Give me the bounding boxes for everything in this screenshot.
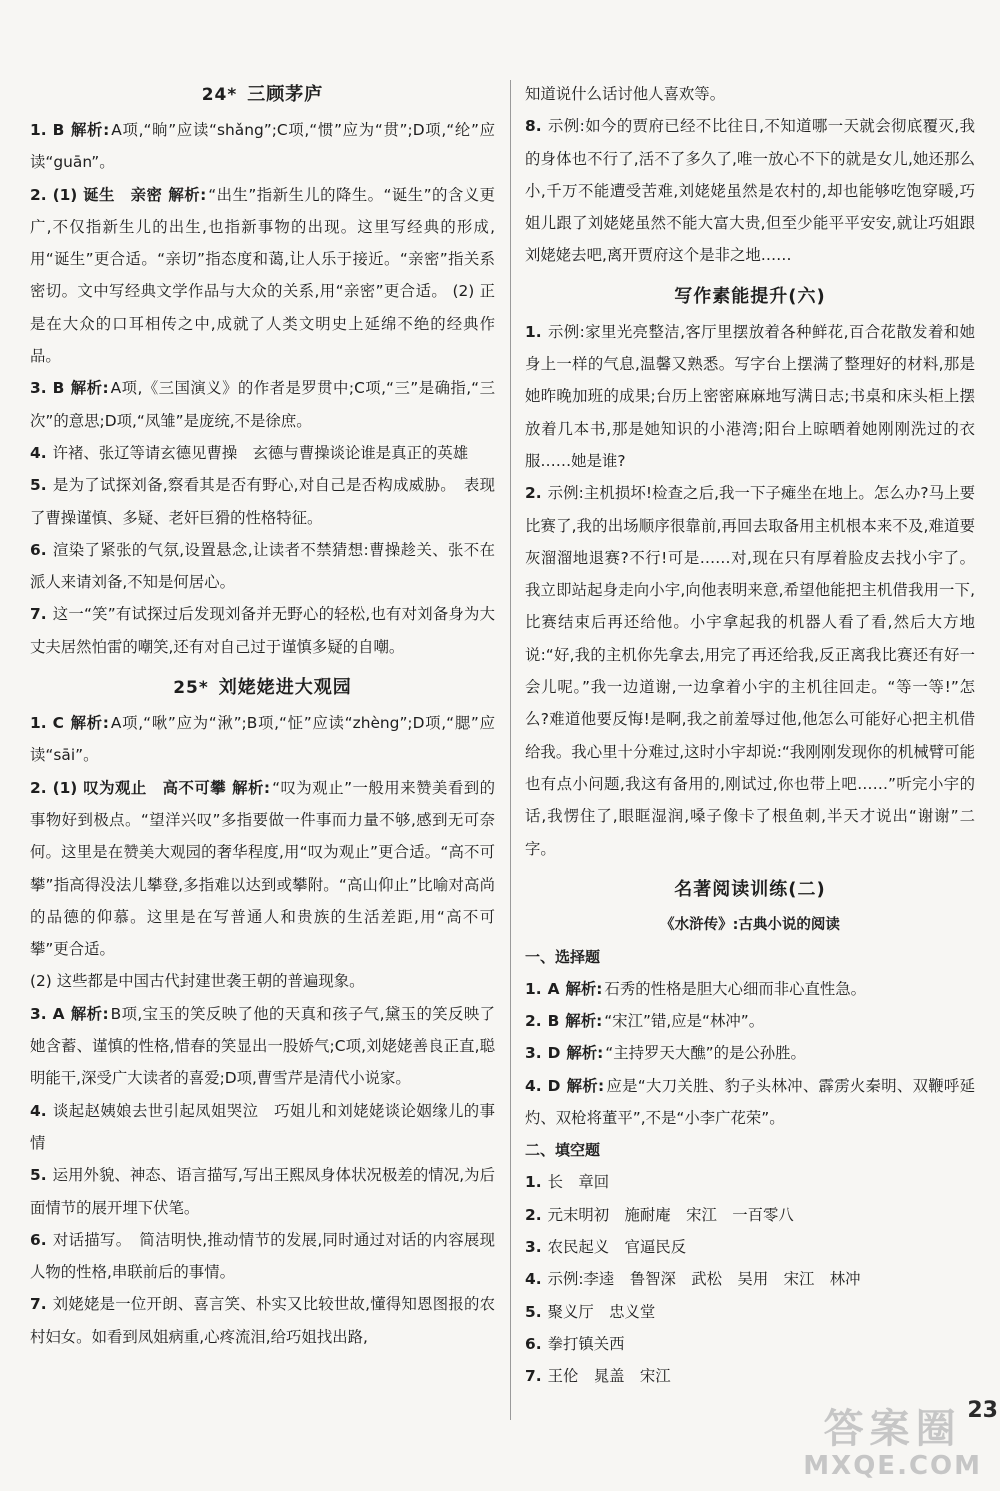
analysis-label: 解析: <box>232 778 271 797</box>
answer-text: 农民起义 官逼民反 <box>547 1237 687 1256</box>
answer-text: 是为了试探刘备,察看其是否有野心,对自己是否构成威胁。 表现了曹操谨慎、多疑、老奸巨猾的性格特征。 <box>30 476 495 527</box>
answer-item <box>30 1095 495 1160</box>
continued-text: 知道说什么话讨他人喜欢等。 <box>525 85 726 103</box>
answer-text: 对话描写。 简洁明快,推动情节的发展,同时通过对话的内容展现人物的性格,串联前后的事情。 <box>30 1230 495 1282</box>
answer-text: 示例:家里光亮整洁,客厅里摆放着各种鲜花,百合花散发着和她身上一样的气息,温馨又熟悉。写字台上摆满了整理好的材料,那是她昨晚加班的成果;台历上密密麻麻地写满日志;书桌和床头柜上摆放着几本书,那是她知识的小港湾;阳台上晾晒着她刚刚洗过的衣服……她是谁? <box>525 322 975 470</box>
answer-choice: A <box>52 1004 65 1023</box>
section-24-heading <box>30 80 495 110</box>
question-number: 5. <box>30 1166 47 1185</box>
question-number: 4. <box>525 1076 542 1095</box>
answer-text: “主持罗天大醮”的是公孙胜。 <box>605 1044 806 1063</box>
analysis-label: 解析: <box>566 1076 605 1095</box>
watermark-url: MXQE.COM <box>803 1451 982 1481</box>
answer-item <box>525 1263 975 1295</box>
section-25-answers <box>30 707 495 1353</box>
answer-item <box>30 179 495 373</box>
answer-text: 谈起赵姨娘去世引起凤姐哭泣 巧姐儿和刘姥姥谈论姻缘儿的事情 <box>30 1101 495 1152</box>
choice-heading: 一、选择题 <box>525 947 601 966</box>
answer-item <box>525 1360 975 1392</box>
answer-item <box>525 1005 975 1037</box>
answer-text: B项,宝玉的笑反映了他的天真和孩子气,黛玉的笑反映了她含蓄、谨慎的性格,惜春的笑显出一股娇气;C项,刘姥姥善良正直,聪明能干,深受广大读者的喜爱;D项,曹雪芹是清代小说家。 <box>30 1004 496 1088</box>
answer-choice: B <box>52 379 65 398</box>
question-number: 3. <box>30 1004 47 1023</box>
answer-choice: A <box>547 979 560 998</box>
answer-item <box>30 372 495 437</box>
answer-text: 刘姥姥是一位开朗、喜言笑、朴实又比较世故,懂得知恩图报的农村妇女。如看到凤姐病重,心疼流泪,给巧姐找出路, <box>30 1295 495 1346</box>
answer-item <box>525 477 975 865</box>
analysis-label: 解析: <box>70 121 110 139</box>
column-divider <box>510 80 511 1420</box>
answer-choice: D <box>547 1044 561 1063</box>
answer-choice: (1) 叹为观止 高不可攀 <box>52 778 227 797</box>
answer-choice: B <box>547 1012 560 1031</box>
answer-item <box>525 1231 975 1263</box>
answer-choice: B <box>52 121 65 139</box>
fill-answers <box>525 1166 975 1392</box>
question-number: 4. <box>525 1270 542 1289</box>
section-number: 25* <box>173 678 209 699</box>
answer-item <box>30 114 495 179</box>
answer-item <box>30 469 495 534</box>
answer-text: “出生”指新生儿的降生。“诞生”的含义更广,不仅指新生儿的出生,也指新事物的出现。这里写经典的形成,用“诞生”更合适。“亲切”指态度和蔼,让人乐于接近。“亲密”指关系密切。文中写经典文学作品与大众的关系,用“亲密”更合适。 (2) 正是在大众的口耳相传之中,成就了人类文明史上延绵不绝的经典作品。 <box>30 185 495 366</box>
question-number: 6. <box>30 1230 47 1249</box>
answer-text: 示例:主机损坏!检查之后,我一下子瘫坐在地上。怎么办?马上要比赛了,我的出场顺序很靠前,再回去取备用主机根本来不及,难道要灰溜溜地退赛?不行!可是……对,现在只有厚着脸皮去找小宇了。我立即站起身走向小宇,向他表明来意,希望他能把主机借我用一下,比赛结束后再还给他。小宇拿起我的机器人看了看,然后大方地说:“好,我的主机你先拿去,用完了再还给我,反正离我比赛还有好一会儿呢。”我一边道谢,一边拿着小宇的主机往回走。“等一等!”怎么?难道他要反悔!是啊,我之前羞辱过他,他怎么可能好心把主机借给我。我心里十分难过,这时小宇却说:“我刚刚发现你的机械臂可能也有点小问题,我这有备用的,刚试过,你也带上吧……”听完小宇的话,我愣住了,眼眶湿润,嗓子像卡了根鱼刺,半天才说出“谢谢”二字。 <box>525 484 975 858</box>
answer-choice: (1) 诞生 亲密 <box>52 185 163 204</box>
analysis-label: 解析: <box>70 379 109 398</box>
question-number: 5. <box>30 476 47 495</box>
question-number: 2. <box>525 484 542 503</box>
answer-text: 拳打镇关西 <box>547 1334 625 1353</box>
section-24-answers <box>30 114 495 663</box>
answer-text: 长 章回 <box>547 1173 610 1192</box>
answer-text: 示例:李逵 鲁智深 武松 吴用 宋江 林冲 <box>547 1270 861 1289</box>
section-25-heading <box>30 673 495 703</box>
question-number: 2. <box>525 1012 542 1031</box>
answer-item <box>30 998 495 1095</box>
question-number: 5. <box>525 1302 542 1321</box>
analysis-label: 解析: <box>70 1004 109 1023</box>
question-number: 3. <box>525 1044 542 1063</box>
question-number: 2. <box>30 185 47 204</box>
answer-text: (2) 这些都是中国古代封建世袭王朝的普遍现象。 <box>30 972 365 991</box>
page-number: 23 <box>967 1398 998 1423</box>
answer-text: A项,“晌”应读“shǎng”;C项,“惯”应为“贯”;D项,“纶”应读“guān”。 <box>30 121 496 172</box>
left-column <box>30 78 495 1353</box>
answer-item <box>30 534 495 599</box>
watermark-logo-text: 答案圈 <box>823 1406 962 1452</box>
answer-item <box>525 1166 975 1198</box>
answer-item <box>525 973 975 1005</box>
answer-item <box>525 1328 975 1360</box>
answer-item <box>525 1070 975 1135</box>
answer-item <box>30 1288 495 1353</box>
analysis-label: 解析: <box>565 979 603 998</box>
reading-heading: 名著阅读训练(二) <box>674 878 826 900</box>
question-number: 7. <box>30 605 47 624</box>
answer-item <box>525 110 975 271</box>
answer-item <box>30 1159 495 1224</box>
answer-item <box>525 1296 975 1328</box>
answer-item <box>30 707 495 772</box>
section-title: 刘姥姥进大观园 <box>218 677 352 699</box>
question-number: 8. <box>525 117 542 136</box>
answer-item <box>30 965 495 997</box>
question-number: 2. <box>30 778 47 797</box>
answer-text: 王伦 晁盖 宋江 <box>547 1367 671 1386</box>
right-column <box>525 78 975 1392</box>
answer-text: 聚义厅 忠义堂 <box>547 1302 656 1321</box>
answer-choice: D <box>547 1076 561 1095</box>
writing-heading: 写作素能提升(六) <box>674 285 826 307</box>
answer-text: A项,《三国演义》的作者是罗贯中;C项,“三”是确指,“三次”的意思;D项,“凤雏”是庞统,不是徐庶。 <box>30 379 496 430</box>
question-number: 1. <box>30 714 47 733</box>
question-number: 1. <box>525 979 542 998</box>
reading-subheading: 《水浒传》:古典小说的阅读 <box>660 916 840 933</box>
answer-item <box>30 437 495 469</box>
answer-text: 这一“笑”有试探过后发现刘备并无野心的轻松,也有对刘备身为大丈夫居然怕雷的嘲笑,还有对自己过于谨慎多疑的自嘲。 <box>30 605 495 656</box>
question-number: 7. <box>525 1367 542 1386</box>
answer-text: 示例:如今的贾府已经不比往日,不知道哪一天就会彻底覆灭,我的身体也不行了,活不了多久了,唯一放心不下的就是女儿,她还那么小,千万不能遭受苦难,刘姥姥虽然是农村的,却也能够吃饱穿暖,巧姐儿跟了刘姥姥虽然不能大富大贵,但至少能平平安安,就让巧姐跟刘姥姥去吧,离开贾府这个是非之地…… <box>525 117 975 265</box>
analysis-label: 解析: <box>566 1044 604 1063</box>
answer-item <box>30 598 495 663</box>
question-number: 6. <box>30 540 47 559</box>
answer-item <box>30 1224 495 1289</box>
answer-item <box>30 772 495 966</box>
question-number: 1. <box>525 1173 542 1192</box>
question-number: 4. <box>30 1101 47 1120</box>
answer-text: 运用外貌、神态、语言描写,写出王熙凤身体状况极差的情况,为后面情节的展开埋下伏笔。 <box>30 1166 495 1217</box>
answer-text: 石秀的性格是胆大心细而非心直性急。 <box>604 979 867 998</box>
question-number: 1. <box>30 121 47 139</box>
question-number: 7. <box>30 1295 47 1314</box>
answer-text: “宋江”错,应是“林冲”。 <box>604 1012 765 1031</box>
fill-heading: 二、填空题 <box>525 1141 601 1160</box>
answer-text: 应是“大刀关胜、豹子头林冲、霹雳火秦明、双鞭呼延灼、双枪将董平”,不是“小李广花荣”。 <box>525 1076 976 1128</box>
question-number: 6. <box>525 1334 542 1353</box>
question-number: 4. <box>30 443 47 462</box>
writing-answers <box>525 316 975 865</box>
answer-item <box>525 316 975 477</box>
section-number: 24* <box>201 85 238 105</box>
answer-text: A项,“啾”应为“湫”;B项,“怔”应读“zhèng”;D项,“腮”应读“sāi”。 <box>30 714 496 765</box>
analysis-label: 解析: <box>69 714 109 733</box>
question-number: 2. <box>525 1205 542 1224</box>
watermark <box>803 1407 982 1481</box>
answer-item <box>525 1037 975 1069</box>
section-title: 三顾茅庐 <box>247 84 324 105</box>
question-number: 3. <box>525 1237 542 1256</box>
question-number: 3. <box>30 379 47 398</box>
choice-answers <box>525 973 975 1134</box>
answer-item <box>525 1199 975 1231</box>
analysis-label: 解析: <box>168 185 207 204</box>
answer-text: “叹为观止”一般用来赞美看到的事物好到极点。“望洋兴叹”多指要做一件事而力量不够,感到无可奈何。这里是在赞美大观园的奢华程度,用“叹为观止”更合适。“高不可攀”指高得没法儿攀登,多指难以达到或攀附。“高山仰止”比喻对高尚的品德的仰慕。这里是在写普通人和贵族的生活差距,用“高不可攀”更合适。 <box>30 778 496 959</box>
answer-text: 许褚、张辽等请玄德见曹操 玄德与曹操谈论谁是真正的英雄 <box>52 443 469 462</box>
analysis-label: 解析: <box>565 1012 603 1031</box>
answer-choice: C <box>52 714 64 733</box>
question-number: 1. <box>525 322 542 341</box>
answer-text: 渲染了紧张的气氛,设置悬念,让读者不禁猜想:曹操趁关、张不在派人来请刘备,不知是何居心。 <box>30 540 495 592</box>
answer-text: 元末明初 施耐庵 宋江 一百零八 <box>547 1205 794 1224</box>
